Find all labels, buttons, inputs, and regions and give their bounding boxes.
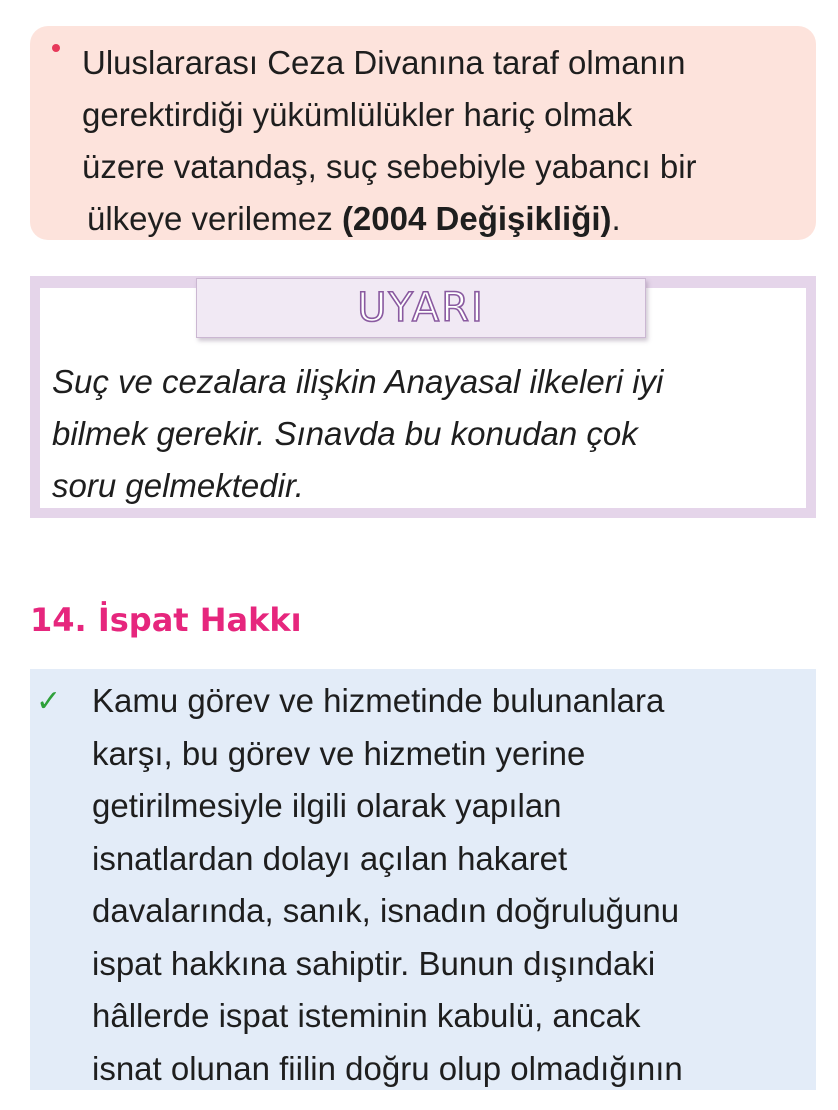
info-line: isnatlardan dolayı açılan hakaret — [92, 839, 568, 877]
note-line: üzere vatandaş, suç sebebiyle yabancı bir — [82, 148, 697, 185]
note-line — [87, 193, 802, 245]
warning-title: UYARI — [357, 285, 485, 331]
info-line: hâllerde ispat isteminin kabulü, ancak — [92, 997, 641, 1034]
info-line: isnat olunan fiilin doğru olup olmadığının — [92, 1049, 683, 1087]
bullet-icon — [52, 44, 60, 52]
warning-line: bilmek gerekir. Sınavda bu konudan çok — [52, 415, 638, 452]
info-line: ispat hakkına sahiptir. Bunun dışındaki — [92, 944, 656, 982]
warning-text — [52, 356, 792, 512]
check-icon: ✓ — [36, 684, 62, 719]
info-line: Kamu görev ve hizmetinde bulunanlara — [92, 682, 665, 719]
note-line-text: ülkeye verilemez — [87, 200, 342, 237]
info-line: karşı, bu görev ve hizmetin yerine — [92, 734, 586, 772]
amendment-label: (2004 Değişikliği) — [341, 200, 612, 237]
warning-line: soru gelmektedir. — [52, 467, 304, 504]
note-line-end: . — [611, 200, 621, 237]
info-text — [92, 675, 812, 1095]
info-line: getirilmesiyle ilgili olarak yapılan — [92, 787, 562, 824]
info-line: davalarında, sanık, isnadın doğruluğunu — [92, 892, 680, 929]
note-line: gerektirdiği yükümlülükler hariç olmak — [82, 96, 633, 133]
note-text — [82, 37, 802, 245]
note-line: Uluslararası Ceza Divanına taraf olmanın — [82, 44, 686, 81]
section-heading: 14. İspat Hakkı — [30, 601, 302, 639]
warning-line: Suç ve cezalara ilişkin Anayasal ilkeleri iyi — [52, 363, 664, 400]
